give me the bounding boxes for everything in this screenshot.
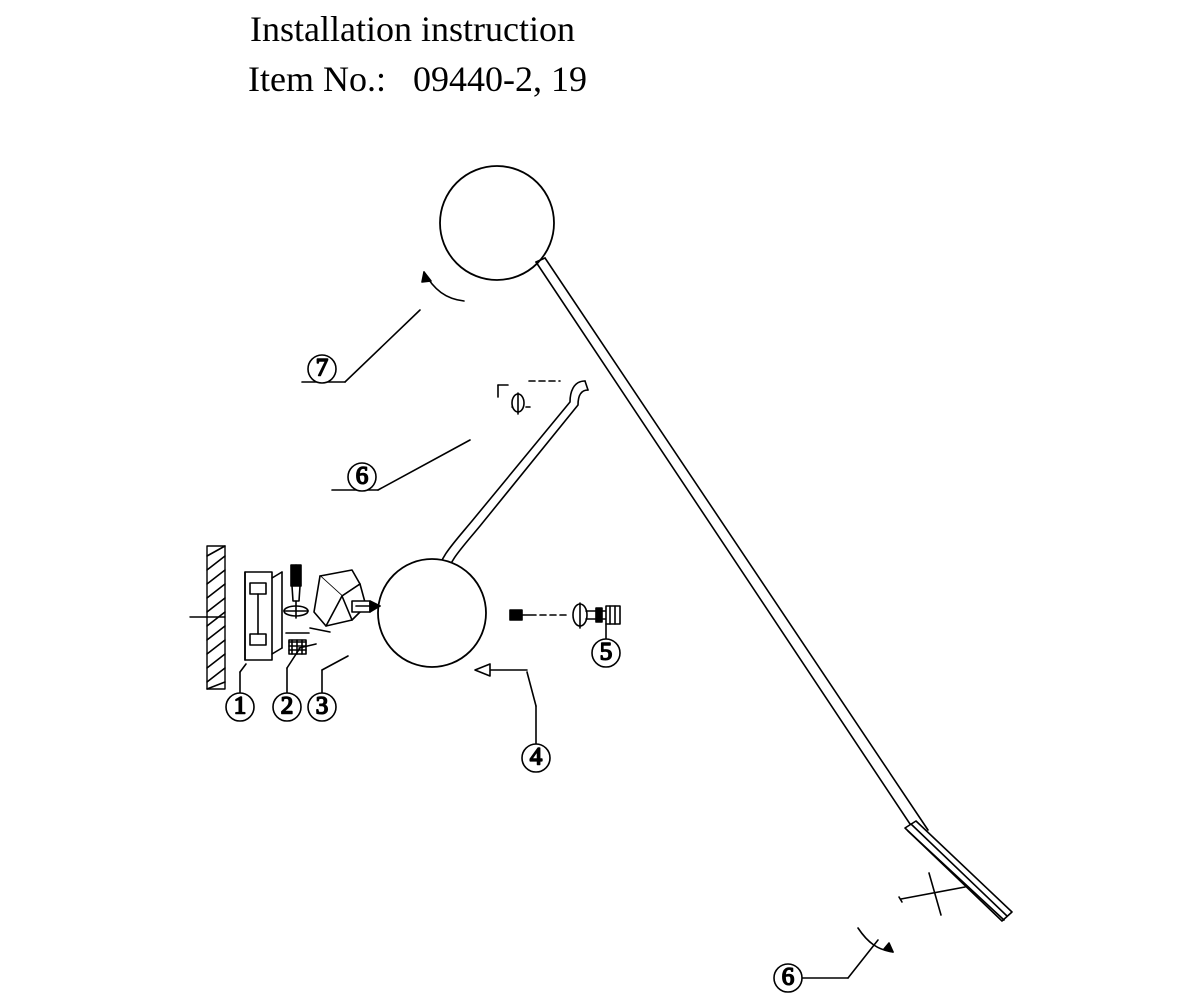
neck-joint-detail [498, 381, 560, 414]
mount-bracket [299, 570, 380, 648]
base-screw-arrow [858, 928, 893, 952]
callout-3-label: 3 [315, 692, 329, 720]
callout-5-label: 5 [599, 638, 613, 666]
callout-leader-6b [802, 940, 878, 978]
wall-section [190, 546, 225, 689]
neck-arm [437, 381, 588, 577]
item-number-value: 09440-2, 19 [412, 59, 587, 99]
wall-mounting-plate [245, 572, 282, 660]
fixing-screw-set [510, 603, 620, 628]
callout-6-label: 6 [355, 462, 369, 490]
callout-2-label: 2 [280, 692, 294, 720]
callout-7-label: 7 [315, 354, 329, 382]
lower-globe-shade [378, 559, 486, 667]
callout-leaders [240, 310, 606, 744]
item-number-label: Item No.: [248, 59, 386, 99]
upper-shade-insert-arrow [422, 272, 464, 301]
shade-insert-arrow [475, 664, 527, 676]
document-title: Installation instruction [250, 9, 575, 49]
main-arm [536, 258, 928, 836]
callout-1-label: 1 [233, 692, 247, 720]
callout-4-label: 4 [529, 743, 543, 771]
base-foot [899, 821, 1012, 921]
callout-6b-label: 6 [781, 963, 795, 991]
screwdriver-tool [284, 565, 308, 618]
